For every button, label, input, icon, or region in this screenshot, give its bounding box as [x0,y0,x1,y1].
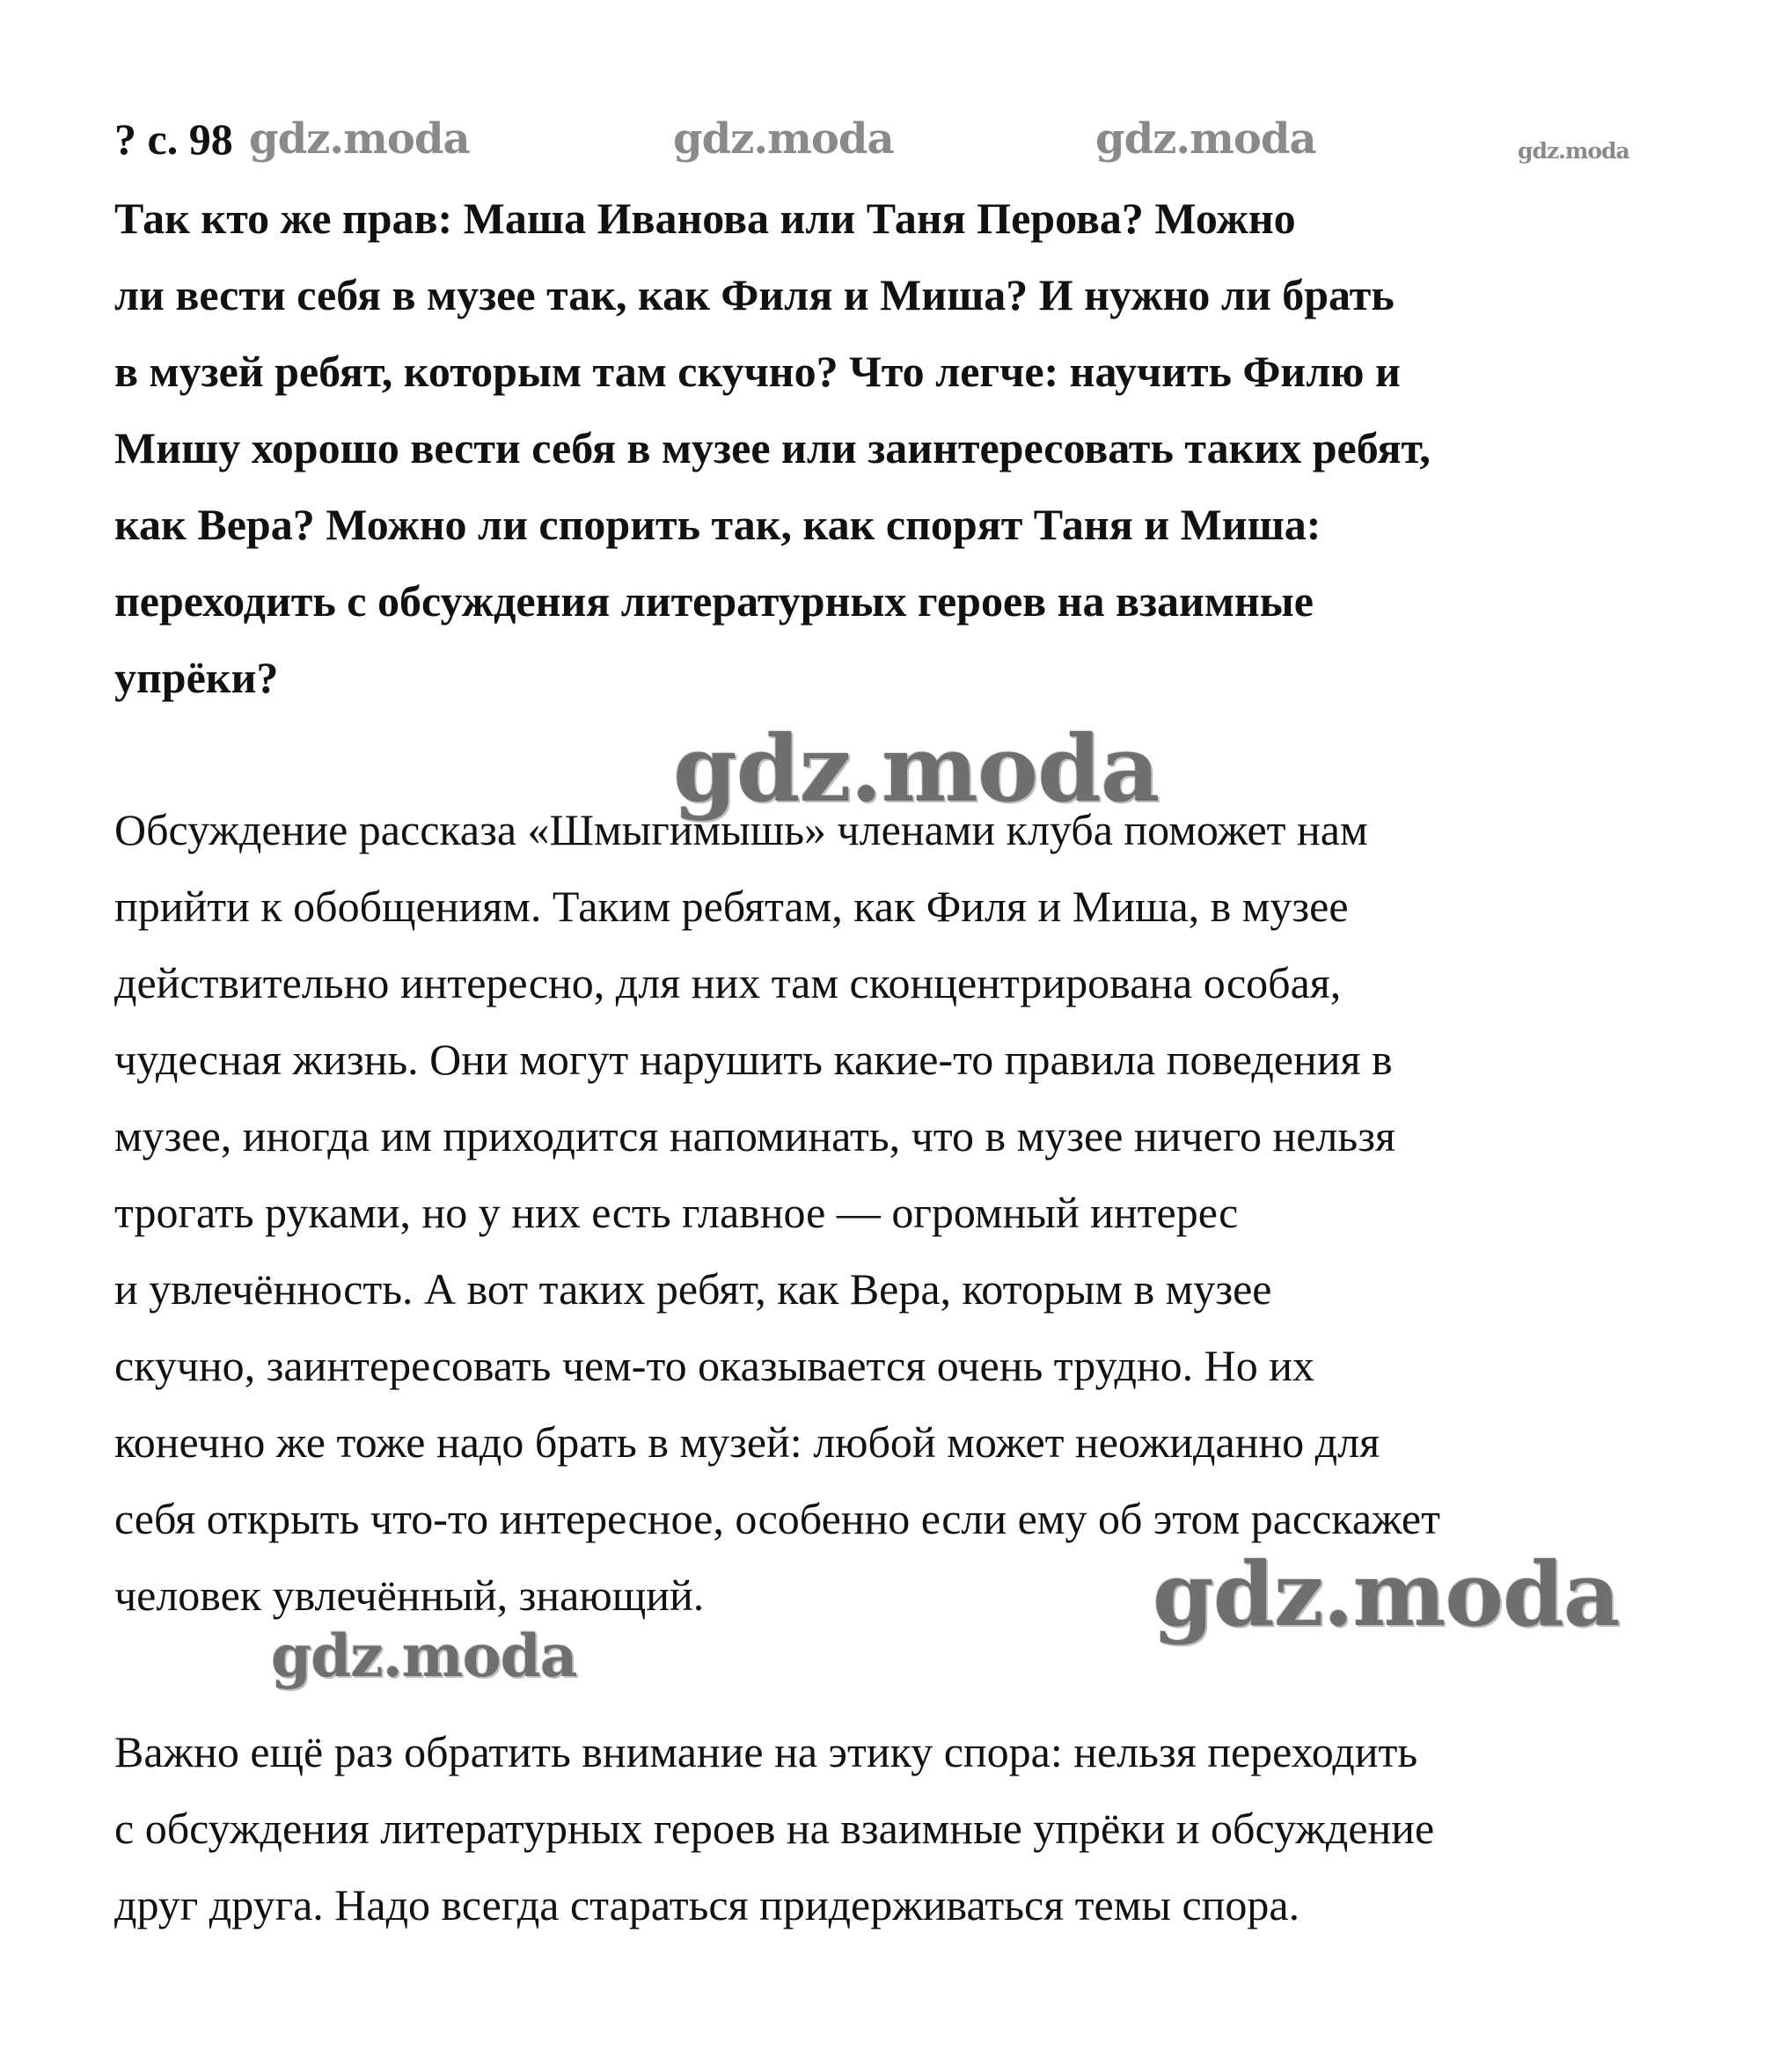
question-line: переходить с обсуждения литературных героев на взаимные [114,576,1314,626]
answer-line: человек увлечённый, знающий. [114,1570,705,1620]
watermark-large-2: gdz.moda [1153,1542,1620,1646]
question-line: как Вера? Можно ли спорить так, как спорят Таня и Миша: [114,500,1321,549]
answer-line: трогать руками, но у них есть главное — огромный интерес [114,1188,1239,1237]
answer-line: себя открыть что-то интересное, особенно если ему об этом расскажет [114,1494,1440,1543]
watermark-top-4: gdz.moda [1518,138,1629,164]
answer-line: Важно ещё раз обратить внимание на этику спора: нельзя переходить [114,1727,1418,1776]
watermark-top-2: gdz.moda [673,114,894,164]
watermark-top-3: gdz.moda [1095,114,1316,164]
question-line: ли вести себя в музее так, как Филя и Миша? И нужно ли брать [114,270,1395,319]
answer-line: действительно интересно, для них там сконцентрирована особая, [114,958,1342,1007]
answer-line: друг друга. Надо всегда стараться придерживаться темы спора. [114,1880,1300,1929]
answer-line: конечно же тоже надо брать в музей: любой может неожиданно для [114,1417,1380,1467]
answer-line: с обсуждения литературных героев на взаимные упрёки и обсуждение [114,1804,1435,1853]
question-line: Так кто же прав: Маша Иванова или Таня Перова? Можно [114,194,1296,243]
answer-line: чудесная жизнь. Они могут нарушить какие-то правила поведения в [114,1035,1393,1084]
question-line: Мишу хорошо вести себя в музее или заинтересовать таких ребят, [114,423,1431,472]
answer-line: скучно, заинтересовать чем-то оказывается очень трудно. Но их [114,1341,1315,1390]
watermark-top-1: gdz.moda [249,114,470,164]
watermark-large-1: gdz.moda [673,714,1160,823]
question-line: упрёки? [114,653,279,702]
answer-line: и увлечённость. А вот таких ребят, как Вера, которым в музее [114,1264,1272,1314]
question-line: в музей ребят, которым там скучно? Что легче: научить Филю и [114,347,1401,396]
page-reference: ? с. 98 [114,114,233,164]
answer-line: Обсуждение рассказа «Шмыгимышь» членами клуба поможет нам [114,805,1368,854]
watermark-medium: gdz.moda [271,1622,577,1690]
answer-line: музее, иногда им приходится напоминать, что в музее ничего нельзя [114,1111,1395,1160]
answer-line: прийти к обобщениям. Таким ребятам, как Филя и Миша, в музее [114,882,1349,931]
